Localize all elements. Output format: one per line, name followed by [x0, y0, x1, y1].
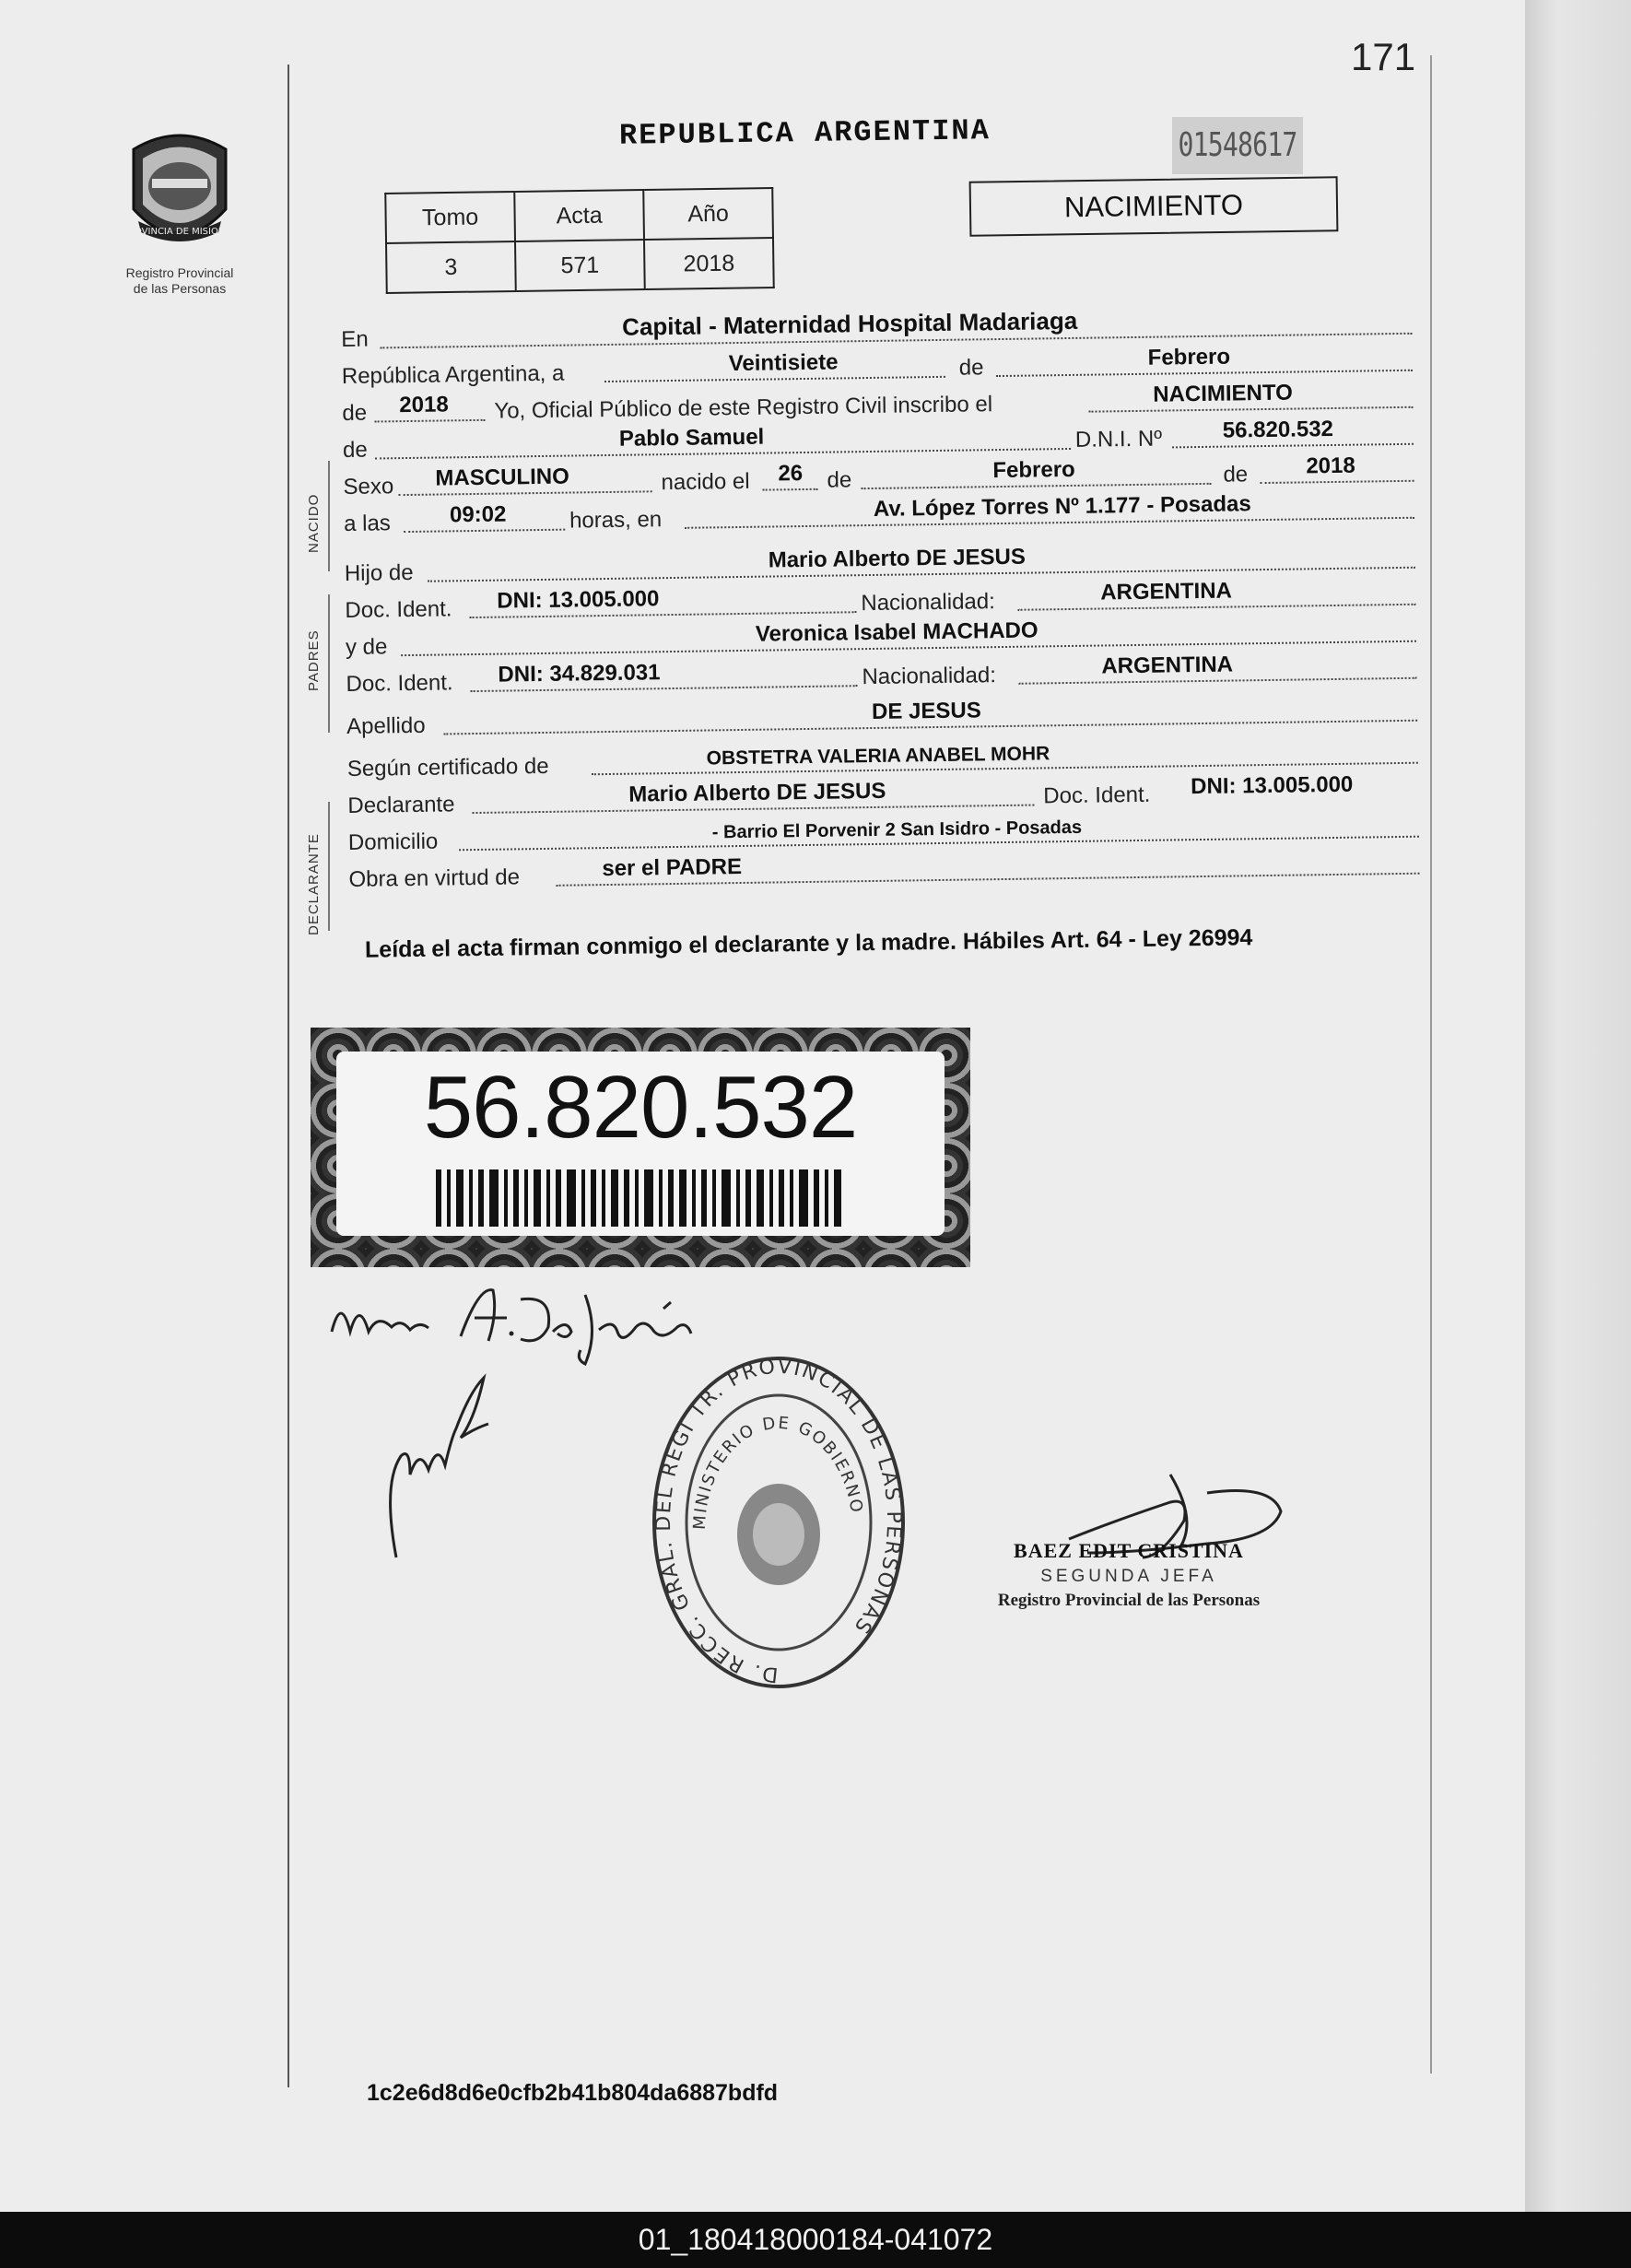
declarante-label: Declarante: [347, 792, 455, 818]
official-block: [977, 1539, 1281, 1611]
mother-nationality: ARGENTINA: [1101, 652, 1234, 679]
segun-value: OBSTETRA VALERIA ANABEL MOHR: [706, 743, 1050, 770]
nacido-el-label: nacido el: [661, 468, 750, 496]
obra-value: ser el PADRE: [602, 853, 743, 882]
father-doc: DNI: 13.005.000: [497, 586, 660, 614]
inscribo-value: NACIMIENTO: [1153, 380, 1293, 407]
segun-label: Según certificado de: [346, 753, 549, 781]
dotted-line: [996, 370, 1413, 377]
document-hash: 1c2e6d8d6e0cfb2b41b804da6887bdfd: [367, 2080, 779, 2106]
section-label-declarante: DECLARANTE: [306, 833, 322, 935]
year-de-label: de: [342, 400, 368, 426]
de-label: de: [958, 355, 984, 381]
nacido-de-label: de: [342, 437, 368, 463]
domicilio-label: Domicilio: [347, 828, 439, 855]
acta-value: 571: [515, 240, 645, 291]
mother-signature: [382, 1373, 502, 1576]
table-header-tomo: Tomo: [385, 192, 515, 243]
birth-de2-label: de: [1223, 462, 1249, 488]
table-row: [386, 238, 774, 293]
dotted-line: [1017, 604, 1415, 611]
dotted-line: [375, 419, 486, 423]
dotted-line: [1019, 677, 1417, 685]
serial-number: 01548617: [1172, 117, 1303, 174]
month-value: Febrero: [1147, 344, 1231, 370]
padres-section-rule: [328, 594, 330, 733]
obra-label: Obra en virtud de: [348, 864, 521, 892]
official-name: BAEZ EDIT CRISTINA: [1014, 1539, 1244, 1562]
sexo-value: MASCULINO: [435, 464, 569, 491]
declarante-doc: DNI: 13.005.000: [1191, 771, 1354, 800]
declarante-section-rule: [328, 802, 330, 931]
horas-en-label: horas, en: [569, 507, 663, 534]
birth-record-form: [341, 303, 1427, 895]
dotted-line: [1172, 443, 1414, 449]
mother-nationality-label: Nacionalidad:: [862, 663, 997, 690]
seal-inner-text: MINISTERIO DE GOBIERNO: [689, 1413, 867, 1531]
footer-filename: 01_180418000184-041072: [0, 2212, 1631, 2268]
day-value: Veintisiete: [728, 349, 839, 377]
dotted-line: [1088, 406, 1413, 413]
right-margin-line: [1430, 55, 1432, 2074]
dni-value: 56.820.532: [1222, 416, 1334, 443]
oval-stamp-icon: [645, 1355, 912, 1705]
birth-month: Febrero: [992, 456, 1075, 484]
hijo-de-label: Hijo de: [344, 559, 414, 586]
father-doc-label: Doc. Ident.: [345, 596, 452, 623]
registry-logo: [92, 122, 267, 297]
barcode-label: [336, 1052, 945, 1236]
father-nationality: ARGENTINA: [1100, 578, 1233, 605]
document-title: REPUBLICA ARGENTINA: [618, 113, 992, 153]
dotted-line: [404, 529, 565, 533]
section-label-padres: PADRES: [306, 629, 322, 691]
emblem-ribbon-text: PROVINCIA DE MISIONES: [123, 227, 237, 237]
sexo-label: Sexo: [343, 474, 394, 499]
table-header-ano: Año: [643, 188, 773, 240]
provincial-emblem-icon: [115, 122, 244, 260]
ano-value: 2018: [644, 238, 774, 289]
dotted-line: [763, 488, 818, 491]
domicilio-value: - Barrio El Porvenir 2 San Isidro - Posadas: [711, 817, 1083, 843]
logo-caption-line2: de las Personas: [133, 281, 227, 296]
seal-outer-text: D. RECC. GRAL. DEL REGI TR. PROVINCIAL DE LAS PERSONAS: [651, 1355, 906, 1686]
tomo-acta-table: [384, 187, 774, 294]
left-margin-line: [287, 65, 289, 2087]
declarante-doc-label: Doc. Ident.: [1043, 781, 1151, 809]
official-seal: [645, 1355, 912, 1710]
barcode-icon: [436, 1169, 841, 1227]
logo-caption-line1: Registro Provincial: [125, 265, 234, 280]
birth-de1-label: de: [827, 467, 852, 493]
a-las-label: a las: [343, 511, 392, 536]
official-role: SEGUNDA JEFA: [1040, 1567, 1217, 1586]
paper-edge: [1525, 0, 1631, 2212]
tomo-value: 3: [386, 241, 516, 293]
birth-day: 26: [778, 461, 804, 487]
nacido-section-rule: [328, 461, 330, 571]
father-nationality-label: Nacionalidad:: [861, 589, 995, 617]
handwritten-initials-icon: [382, 1373, 502, 1571]
declarante-value: Mario Alberto DE JESUS: [628, 778, 886, 807]
father-name: Mario Alberto DE JESUS: [768, 544, 1027, 573]
nacido-name: Pablo Samuel: [618, 424, 765, 452]
mother-doc-label: Doc. Ident.: [346, 670, 453, 697]
official-org: Registro Provincial de las Personas: [997, 1591, 1261, 1610]
apellido-value: DE JESUS: [871, 698, 981, 724]
previous-page-strip: [221, 0, 405, 13]
legal-text: Leída el acta firman conmigo el declarante y la madre. Hábiles Art. 64 - Ley 26994: [364, 924, 1253, 963]
table-header-row: [385, 188, 773, 243]
year-value: 2018: [399, 392, 449, 418]
apellido-label: Apellido: [346, 712, 426, 739]
en-label: En: [341, 326, 369, 352]
act-type-box: NACIMIENTO: [969, 176, 1339, 237]
table-header-acta: Acta: [514, 190, 644, 241]
dni-label: D.N.I. Nº: [1074, 426, 1163, 452]
republica-label: República Argentina, a: [341, 360, 565, 389]
birth-place: Av. López Torres Nº 1.177 - Posadas: [873, 491, 1251, 522]
mother-doc: DNI: 34.829.031: [498, 660, 661, 687]
barcode-number: 56.820.532: [423, 1058, 858, 1157]
dotted-line: [1261, 480, 1414, 484]
birth-year: 2018: [1306, 452, 1355, 479]
inscribo-text: Yo, Oficial Público de este Registro Civil inscribo el: [494, 392, 993, 424]
en-value: Capital - Maternidad Hospital Madariaga: [621, 306, 1078, 341]
logo-caption: [92, 265, 267, 297]
mother-name: Veronica Isabel MACHADO: [755, 617, 1038, 647]
dotted-line: [862, 483, 1212, 489]
y-de-label: y de: [345, 634, 388, 660]
page-number: 171: [1351, 35, 1416, 78]
birth-time: 09:02: [449, 501, 507, 528]
dotted-line: [604, 376, 945, 382]
dni-barcode-sticker: [311, 1028, 970, 1267]
section-label-nacido: NACIDO: [306, 493, 322, 553]
